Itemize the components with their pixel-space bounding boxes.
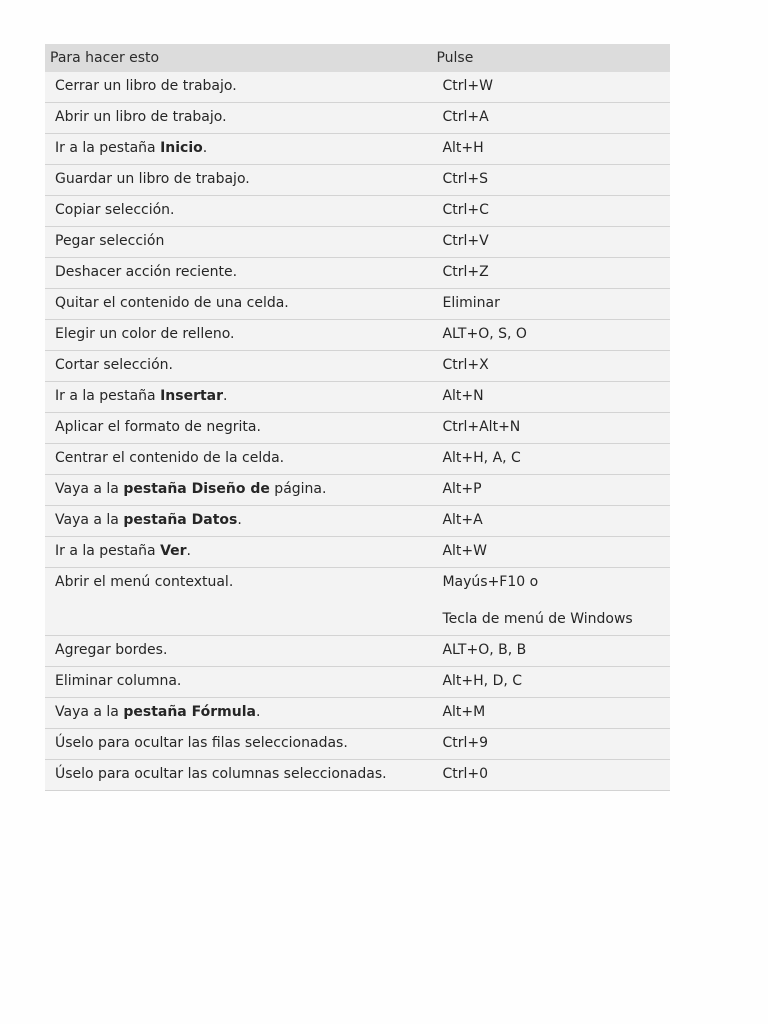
action-cell xyxy=(45,165,436,196)
action-text: Copiar selección. xyxy=(55,202,175,218)
table-row xyxy=(45,289,670,320)
action-text: Guardar un libro de trabajo. xyxy=(55,171,250,187)
shortcut-keys: Mayús+F10 o xyxy=(442,574,539,590)
table-row xyxy=(45,413,670,444)
action-text: Pegar selección xyxy=(55,233,165,249)
keys-cell xyxy=(436,760,670,791)
action-cell xyxy=(45,413,436,444)
action-text: Elegir un color de relleno. xyxy=(55,326,235,342)
action-cell xyxy=(45,760,436,791)
keys-cell xyxy=(436,475,670,506)
table-row xyxy=(45,320,670,351)
table-row xyxy=(45,196,670,227)
table-row xyxy=(45,568,670,636)
table-row xyxy=(45,103,670,134)
table-row xyxy=(45,537,670,568)
keys-cell xyxy=(436,506,670,537)
action-emphasis: Insertar xyxy=(160,388,224,404)
action-cell xyxy=(45,72,436,103)
shortcut-keys: Alt+H xyxy=(442,140,484,156)
shortcut-keys: Ctrl+0 xyxy=(442,766,489,782)
shortcut-keys: Eliminar xyxy=(442,295,500,311)
shortcut-keys: Ctrl+Alt+N xyxy=(442,419,521,435)
action-cell xyxy=(45,698,436,729)
action-text: Vaya a la xyxy=(55,704,124,720)
shortcut-keys: Alt+H, D, C xyxy=(442,673,523,689)
action-text: Vaya a la xyxy=(55,481,124,497)
keys-cell xyxy=(436,289,670,320)
shortcut-keys: Ctrl+A xyxy=(442,109,489,125)
shortcut-keys: Ctrl+W xyxy=(442,78,493,94)
action-cell xyxy=(45,506,436,537)
action-text-suffix: . xyxy=(223,388,228,404)
action-text: Abrir un libro de trabajo. xyxy=(55,109,227,125)
keys-cell xyxy=(436,568,670,636)
action-emphasis: Ver xyxy=(160,543,187,559)
table-row xyxy=(45,165,670,196)
shortcut-keys: Alt+P xyxy=(442,481,482,497)
table-row xyxy=(45,667,670,698)
action-cell xyxy=(45,444,436,475)
action-text: Úselo para ocultar las columnas seleccionadas. xyxy=(55,766,387,782)
table-row xyxy=(45,729,670,760)
table-row xyxy=(45,444,670,475)
action-text: Úselo para ocultar las filas seleccionadas. xyxy=(55,735,348,751)
action-text: Agregar bordes. xyxy=(55,642,168,658)
action-text-suffix: . xyxy=(237,512,242,528)
action-cell xyxy=(45,258,436,289)
table-row xyxy=(45,134,670,165)
action-text: Cortar selección. xyxy=(55,357,173,373)
action-cell xyxy=(45,227,436,258)
table-row xyxy=(45,636,670,667)
shortcut-keys: ALT+O, S, O xyxy=(442,326,527,342)
action-emphasis: pestaña Datos xyxy=(123,512,238,528)
table-body xyxy=(45,72,670,791)
action-text: Ir a la pestaña xyxy=(55,388,161,404)
action-cell xyxy=(45,667,436,698)
table-row xyxy=(45,258,670,289)
action-cell xyxy=(45,382,436,413)
keys-cell xyxy=(436,636,670,667)
action-text-suffix: . xyxy=(255,704,261,720)
keys-cell xyxy=(436,134,670,165)
keys-cell xyxy=(436,698,670,729)
table-row xyxy=(45,72,670,103)
table-row xyxy=(45,227,670,258)
shortcut-keys: Ctrl+Z xyxy=(442,264,489,280)
shortcut-keys: Alt+M xyxy=(442,704,486,720)
action-text: Ir a la pestaña xyxy=(55,543,161,559)
keys-cell xyxy=(436,667,670,698)
action-cell xyxy=(45,351,436,382)
shortcut-keys: ALT+O, B, B xyxy=(442,642,527,658)
action-text-suffix: . xyxy=(186,543,191,559)
action-cell xyxy=(45,289,436,320)
action-cell xyxy=(45,320,436,351)
shortcut-keys: Ctrl+X xyxy=(442,357,489,373)
keys-cell xyxy=(436,382,670,413)
table-row xyxy=(45,506,670,537)
keys-cell xyxy=(436,351,670,382)
action-emphasis: pestaña Fórmula xyxy=(123,704,256,720)
shortcuts-table xyxy=(45,44,670,791)
table-row xyxy=(45,698,670,729)
action-text: Cerrar un libro de trabajo. xyxy=(55,78,237,94)
action-text: Centrar el contenido de la celda. xyxy=(55,450,285,466)
keys-cell xyxy=(436,227,670,258)
action-text: Eliminar columna. xyxy=(55,673,182,689)
action-cell xyxy=(45,537,436,568)
action-text-suffix: . xyxy=(202,140,208,156)
keys-cell xyxy=(436,196,670,227)
table-row xyxy=(45,475,670,506)
action-cell xyxy=(45,729,436,760)
shortcut-keys: Ctrl+C xyxy=(442,202,489,218)
keys-cell xyxy=(436,413,670,444)
table-row xyxy=(45,351,670,382)
action-cell xyxy=(45,134,436,165)
shortcut-keys-alt: Tecla de menú de Windows xyxy=(442,611,633,627)
action-cell xyxy=(45,196,436,227)
keys-cell xyxy=(436,444,670,475)
shortcut-keys: Alt+H, A, C xyxy=(442,450,521,466)
keys-cell xyxy=(436,165,670,196)
action-emphasis: Inicio xyxy=(160,140,203,156)
shortcut-keys: Alt+W xyxy=(442,543,487,559)
keys-cell xyxy=(436,537,670,568)
keys-cell xyxy=(436,320,670,351)
table-header-row xyxy=(45,44,670,72)
action-text: Vaya a la xyxy=(55,512,124,528)
header-keys: Pulse xyxy=(436,50,474,66)
shortcut-keys: Ctrl+S xyxy=(442,171,488,187)
shortcut-keys: Alt+A xyxy=(442,512,483,528)
header-action: Para hacer esto xyxy=(50,50,160,66)
action-cell xyxy=(45,103,436,134)
action-text: Aplicar el formato de negrita. xyxy=(55,419,261,435)
keys-cell xyxy=(436,72,670,103)
table-row xyxy=(45,760,670,791)
shortcut-keys: Ctrl+V xyxy=(442,233,489,249)
keys-cell xyxy=(436,258,670,289)
action-cell xyxy=(45,475,436,506)
action-cell xyxy=(45,636,436,667)
keys-cell xyxy=(436,103,670,134)
shortcut-keys: Alt+N xyxy=(442,388,484,404)
action-cell xyxy=(45,568,436,636)
action-text-suffix: página. xyxy=(269,481,327,497)
action-text: Ir a la pestaña xyxy=(55,140,161,156)
keys-cell xyxy=(436,729,670,760)
action-text: Quitar el contenido de una celda. xyxy=(55,295,289,311)
shortcut-keys: Ctrl+9 xyxy=(442,735,489,751)
action-emphasis: pestaña Diseño de xyxy=(123,481,270,497)
action-text: Deshacer acción reciente. xyxy=(55,264,238,280)
table-row xyxy=(45,382,670,413)
action-text: Abrir el menú contextual. xyxy=(55,574,234,590)
